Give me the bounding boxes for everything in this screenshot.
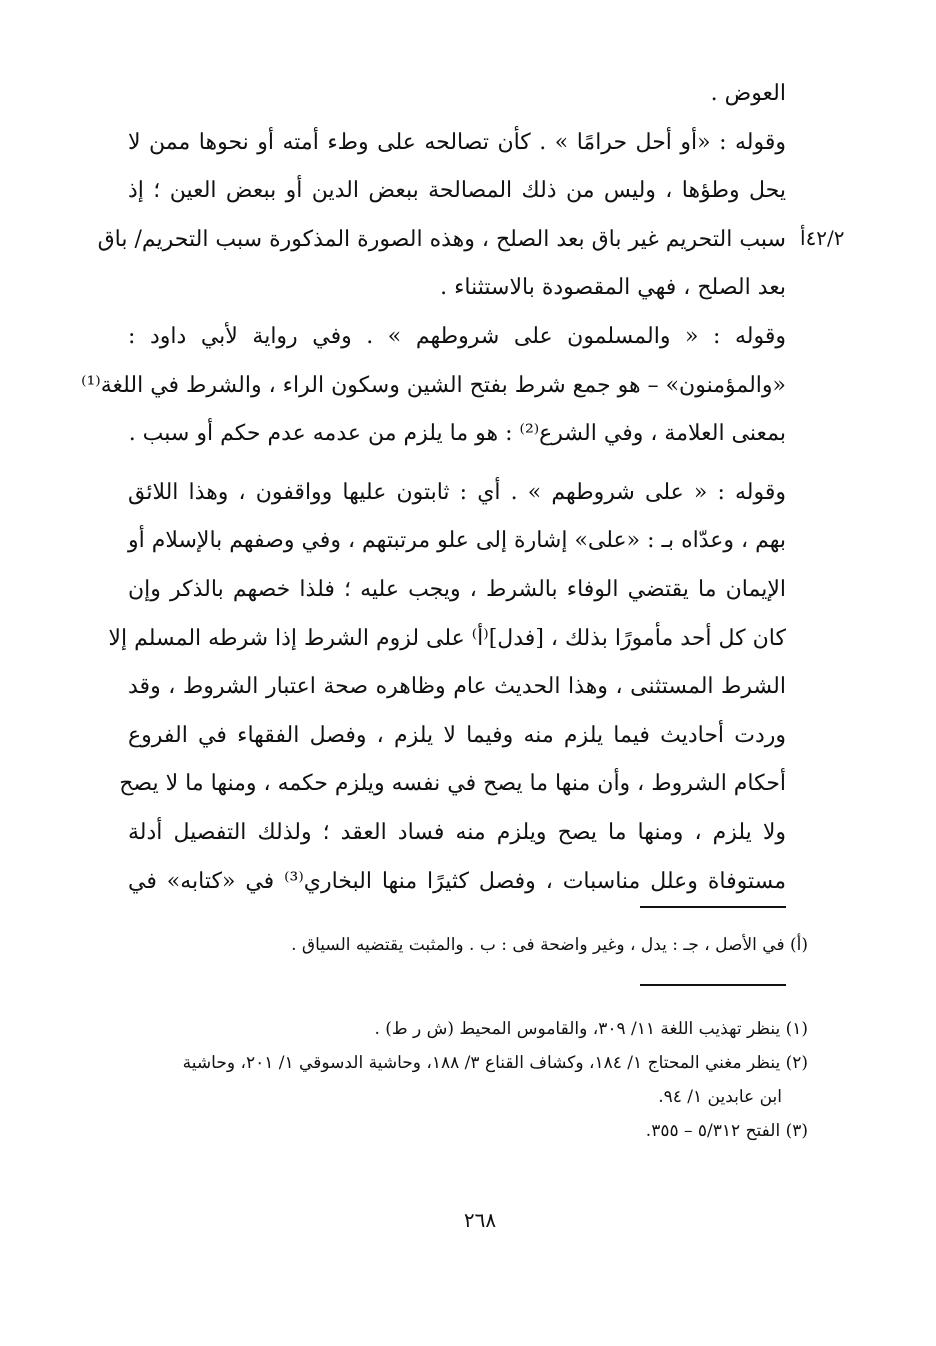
footnote-divider xyxy=(640,984,786,986)
text-line: ولا يلزم ، ومنها ما يصح ويلزم منه فساد العقد ؛ ولذلك التفصيل أدلة xyxy=(128,819,786,845)
text-line: الشرط المستثنى ، وهذا الحديث عام وظاهره صحة اعتبار الشروط ، وقد xyxy=(128,674,786,700)
text-line: بعد الصلح ، فهي المقصودة بالاستثناء . xyxy=(440,275,786,301)
footnote: (١) ينظر تهذيب اللغة ١١/ ٣٠٩، والقاموس المحيط (ش ر ط) . xyxy=(374,1019,808,1039)
text-line: أحكام الشروط ، وأن منها ما يصح في نفسه ويلزم حكمه ، ومنها ما لا يصح xyxy=(119,771,786,797)
footnotes xyxy=(128,1012,808,1148)
footnote-continuation: ابن عابدين ١/ ٩٤. xyxy=(658,1087,782,1107)
text-line: سبب التحريم غير باق بعد الصلح ، وهذه الصورة المذكورة سبب التحريم/ باق xyxy=(97,226,786,252)
text-line: وقوله : « والمسلمون على شروطهم » . وفي رواية لأبي داود : xyxy=(128,323,786,349)
footnote: (٣) الفتح ٥/٣١٢ – ٣٥٥. xyxy=(645,1121,808,1141)
text-line: «والمؤمنون» – هو جمع شرط بفتح الشين وسكون الراء ، والشرط في اللغة⁽¹⁾ xyxy=(81,372,786,398)
text-line: العوض . xyxy=(710,81,786,106)
text-line: وردت أحاديث فيما يلزم منه وفيما لا يلزم ، وفصل الفقهاء في الفروع xyxy=(128,722,786,748)
text-line: الإيمان ما يقتضي الوفاء بالشرط ، ويجب عليه ؛ فلذا خصهم بالذكر وإن xyxy=(128,576,786,602)
text-line: وقوله : « على شروطهم » . أي : ثابتون عليها وواقفون ، وهذا اللائق xyxy=(128,479,786,505)
text-line: يحل وطؤها ، وليس من ذلك المصالحة ببعض الدين أو ببعض العين ؛ إذ xyxy=(128,178,786,204)
main-text xyxy=(81,70,787,906)
text-line: بمعنى العلامة ، وفي الشرع⁽²⁾ : هو ما يلزم من عدمه عدم حكم أو سبب . xyxy=(128,421,786,447)
text-line: مستوفاة وعلل مناسبات ، وفصل كثيرًا منها البخاري⁽³⁾ في «كتابه» في xyxy=(128,868,787,894)
footnote: (٢) ينظر مغني المحتاج ١/ ١٨٤، وكشاف القناع ٣/ ١٨٨، وحاشية الدسوقي ١/ ٢٠١، وحاشية xyxy=(182,1053,808,1073)
page-number: ٢٦٨ xyxy=(463,1208,497,1232)
text-line: وقوله : «أو أحل حرامًا » . كأن تصالحه على وطء أمته أو نحوها ممن لا xyxy=(128,129,786,155)
margin-folio-note: ٤٢/٢أ xyxy=(800,226,845,250)
text-line: كان كل أحد مأمورًا بذلك ، [فدل]⁽أ⁾ على لزوم الشرط إذا شرطه المسلم إلا xyxy=(108,625,786,651)
text-line: بهم ، وعدّاه بـ : «على» إشارة إلى علو مرتبتهم ، وفي وصفهم بالإسلام أو xyxy=(127,528,786,554)
apparatus-note: (أ) في الأصل ، جـ : يدل ، وغير واضحة فى : ب . والمثبت يقتضيه السياق . xyxy=(291,935,808,955)
textual-apparatus xyxy=(128,928,808,962)
footnote-divider xyxy=(640,906,786,908)
